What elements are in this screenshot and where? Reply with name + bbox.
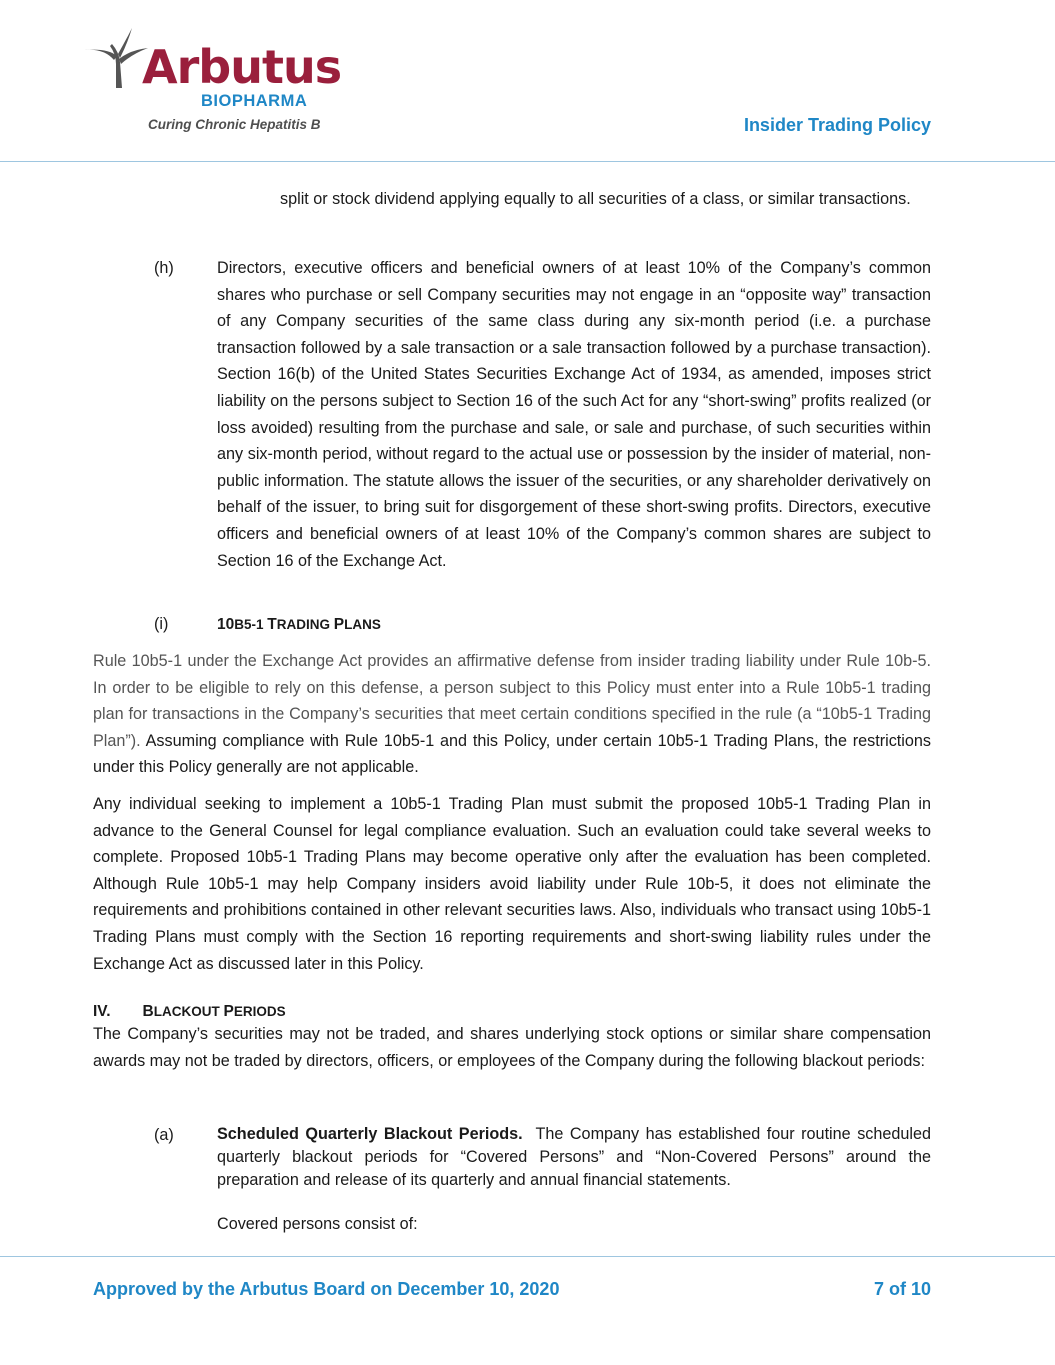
trading-plan-paragraph-1: Rule 10b5-1 under the Exchange Act provides an affirmative defense from insider trading liability under Rule 10b-5. In order to be eligible to rely on this defense, a person subject to this Policy must enter into a Rule 10b5-1 trading plan for transactions in the Company’s securities that meet certain conditions specified in the rule (a “10b5-1 Trading Plan”). Assuming compliance with Rule 10b5-1 and this Policy, under certain 10b5-1 Trading Plans, the restrictions under this Policy generally are not applicable. bbox=[93, 652, 931, 777]
item-h-text: Directors, executive officers and beneficial owners of at least 10% of the Company’s common shares who purchase or sell Company securities may not engage in an “opposite way” transaction of any Company securities of the same class during any six-month period (i.e. a purchase transaction followed by a sale transaction or a sale transaction followed by a purchase transaction). Section 16(b) of the United States Securities Exchange Act of 1934, as amended, imposes strict liability on the persons subject to Section 16 of the such Act for any “short-swing” profits realized (or loss avoided) resulting from the purchase and sale, or sale and purchase, of such securities within any six-month period, without regard to the actual use or possession by the insider of material, non-public information. The statute allows the issuer of the securities, or any shareholder derivatively on behalf of the issuer, to bring suit for disgorgement of these short-swing profits. Directors, executive officers and beneficial owners of at least 10% of the Company’s common shares are subject to Section 16 of the Exchange Act. bbox=[217, 259, 931, 570]
logo-tagline: Curing Chronic Hepatitis B bbox=[148, 117, 321, 132]
trading-plan-paragraph-2: Any individual seeking to implement a 10b5-1 Trading Plan must submit the proposed 10b5-1 Trading Plan in advance to the General Counsel for legal compliance evaluation. Such an evaluation could take several weeks to complete. Proposed 10b5-1 Trading Plans may become operative only after the evaluation has been completed. Although Rule 10b5-1 may help Company insiders avoid liability under Rule 10b-5, it does not eliminate the requirements and prohibitions contained in other relevant securities laws. Also, individuals who transact using 10b5-1 Trading Plans must comply with the Section 16 reporting requirements and short-swing liability rules under the Exchange Act as discussed later in this Policy. bbox=[93, 795, 931, 973]
logo-wordmark: Arbutus bbox=[142, 40, 342, 94]
section-number: IV. bbox=[93, 1003, 111, 1020]
item-a-text: Scheduled Quarterly Blackout Periods. The Company has established four routine scheduled quarterly blackout periods for “Covered Persons” and “Non-Covered Persons” around the preparation and release of its quarterly and annual financial statements. bbox=[217, 1125, 936, 1189]
header-divider bbox=[0, 161, 1055, 162]
page-number: 7 of 10 bbox=[873, 1279, 931, 1299]
trading-plans-heading: 10B5-1 TRADING PLANS bbox=[217, 616, 381, 633]
section-iv-heading: IV. BLACKOUT PERIODS bbox=[93, 1003, 286, 1020]
tree-logo-icon bbox=[80, 26, 150, 96]
footer-approval: Approved by the Arbutus Board on December 10, 2020 bbox=[93, 1279, 560, 1299]
covered-persons-line: Covered persons consist of: bbox=[217, 1215, 418, 1233]
logo-subtitle: BIOPHARMA bbox=[201, 92, 308, 110]
item-i-label: (i) bbox=[154, 615, 169, 633]
item-g-continuation: split or stock dividend applying equally to all securities of a class, or similar transactions. bbox=[280, 190, 911, 208]
footer-divider bbox=[0, 1256, 1055, 1257]
company-logo bbox=[80, 24, 350, 144]
item-h-label: (h) bbox=[154, 259, 174, 277]
item-a-label: (a) bbox=[154, 1126, 174, 1144]
blackout-intro-paragraph: The Company’s securities may not be traded, and shares underlying stock options or similar share compensation awards may not be traded by directors, officers, or employees of the Company during the following blackout periods: bbox=[93, 1025, 931, 1070]
item-a-bold-lead: Scheduled Quarterly Blackout Periods. bbox=[217, 1125, 523, 1143]
document-title: Insider Trading Policy bbox=[743, 115, 931, 135]
